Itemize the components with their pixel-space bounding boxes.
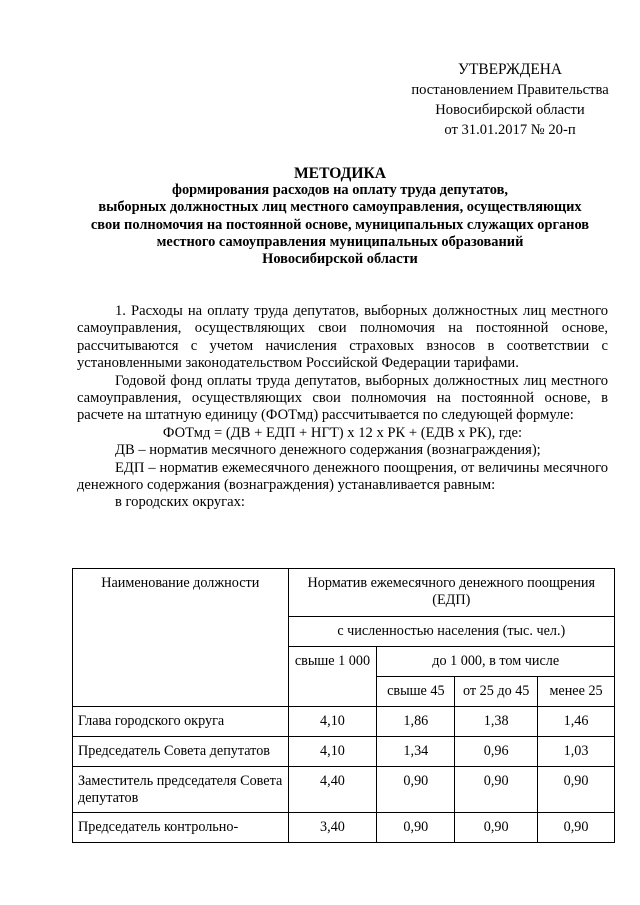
approval-line-3: от 31.01.2017 № 20-п [444, 122, 576, 138]
paragraph-dv: ДВ – норматив месячного денежного содержания (вознаграждения); [115, 442, 541, 459]
row-value: 1,38 [455, 707, 538, 737]
row-value: 0,96 [455, 737, 538, 767]
header-over-1000: свыше 1 000 [288, 647, 377, 707]
row-value: 0,90 [377, 813, 455, 843]
row-value: 1,34 [377, 737, 455, 767]
paragraph-1: 1. Расходы на оплату труда депутатов, выборных должностных лиц местного самоуправления, осуществляющих свои полномочия на постоянной основе, рассчитываются с учетом начисления страховых взносов в соответствии с установленными законодательством Российской Федерации тарифами. [77, 303, 608, 372]
row-position: Председатель Совета депутатов [73, 737, 289, 767]
norms-table [72, 568, 615, 843]
row-value: 0,90 [538, 813, 615, 843]
row-position: Глава городского округа [73, 707, 289, 737]
row-value: 4,40 [288, 767, 377, 813]
row-position: Председатель контрольно- [73, 813, 289, 843]
header-population: с численностью населения (тыс. чел.) [288, 617, 614, 647]
row-value: 1,46 [538, 707, 615, 737]
header-25-to-45: от 25 до 45 [455, 677, 538, 707]
approval-line-2: Новосибирской области [435, 102, 585, 118]
title-line-1: формирования расходов на оплату труда депутатов, [172, 182, 508, 199]
document-body [77, 303, 608, 512]
title-line-3: свои полномочия на постоянной основе, муниципальных служащих органов [90, 216, 590, 233]
row-position: Заместитель председателя Совета депутатов [73, 767, 289, 813]
header-under-25: менее 25 [538, 677, 615, 707]
approval-line-1: постановлением Правительства [411, 82, 609, 98]
row-value: 0,90 [455, 813, 538, 843]
title-main: МЕТОДИКА [293, 165, 387, 182]
title-line-4: местного самоуправления муниципальных образований [156, 233, 524, 250]
table-row [73, 813, 615, 843]
table-row [73, 767, 615, 813]
approval-heading: УТВЕРЖДЕНА [458, 61, 562, 78]
header-upto-1000: до 1 000, в том числе [377, 647, 615, 677]
table-row [73, 737, 615, 767]
document-title [70, 165, 610, 268]
paragraph-edp: ЕДП – норматив ежемесячного денежного поощрения, от величины месячного денежного содержания (вознаграждения) устанавливается равным: [77, 459, 608, 494]
row-value: 0,90 [455, 767, 538, 813]
paragraph-2: Годовой фонд оплаты труда депутатов, выборных должностных лиц местного самоуправления, осуществляющих свои полномочия на постоянной основе, в расчете на штатную единицу (ФОТмд) рассчитывается по следующей формуле: [77, 372, 608, 424]
title-line-2: выборных должностных лиц местного самоуправления, осуществляющих [98, 199, 582, 216]
title-line-5: Новосибирской области [262, 251, 418, 268]
row-value: 0,90 [377, 767, 455, 813]
row-value: 0,90 [538, 767, 615, 813]
paragraph-city-districts: в городских округах: [115, 494, 245, 511]
row-value: 3,40 [288, 813, 377, 843]
row-value: 4,10 [288, 737, 377, 767]
row-value: 1,86 [377, 707, 455, 737]
header-over-45: свыше 45 [377, 677, 455, 707]
row-value: 4,10 [288, 707, 377, 737]
header-norm: Норматив ежемесячного денежного поощрения (ЕДП) [288, 569, 614, 617]
table-row [73, 707, 615, 737]
approval-stamp [400, 60, 620, 140]
header-position: Наименование должности [73, 569, 289, 707]
formula: ФОТмд = (ДВ + ЕДП + НГТ) х 12 х РК + (ЕДВ х РК), где: [162, 424, 523, 441]
row-value: 1,03 [538, 737, 615, 767]
